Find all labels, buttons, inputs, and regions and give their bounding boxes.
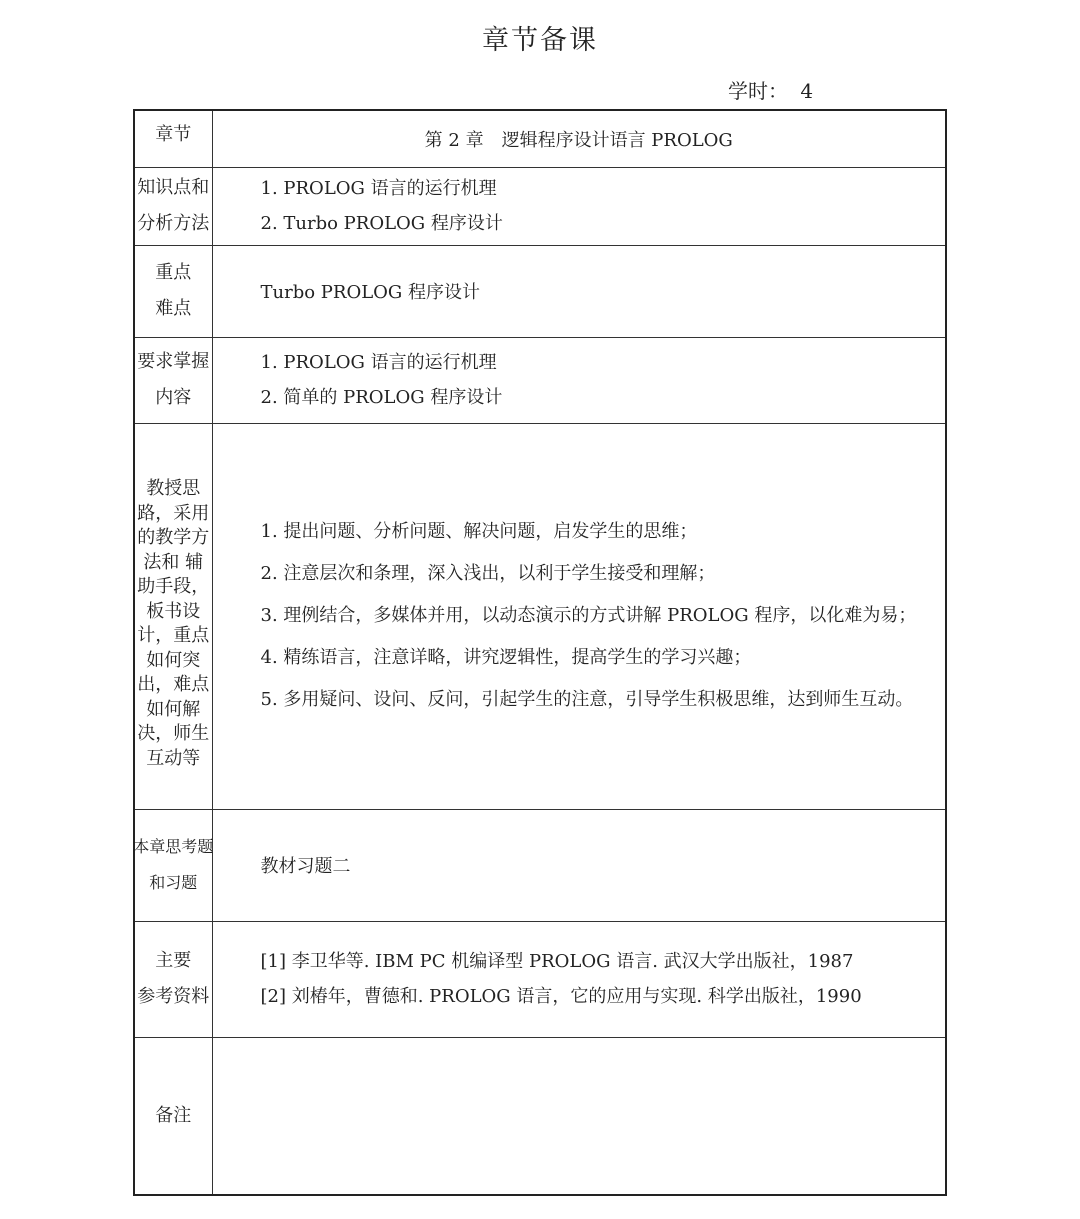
label-line: 决，师生 bbox=[137, 723, 210, 744]
reference-item: [1] 李卫华等. IBM PC 机编译型 PROLOG 语言. 武汉大学出版社，1987 bbox=[260, 951, 854, 972]
requirements-content bbox=[212, 337, 946, 423]
label-exercises bbox=[134, 809, 212, 921]
knowledge-item: 1. PROLOG 语言的运行机理 bbox=[260, 178, 497, 199]
row-key-points bbox=[134, 245, 946, 337]
label-line: 参考资料 bbox=[137, 986, 210, 1007]
row-chapter bbox=[134, 110, 946, 167]
requirement-item: 2. 简单的 PROLOG 程序设计 bbox=[260, 387, 503, 408]
label-line: 主要 bbox=[155, 950, 192, 971]
teaching-item: 4. 精练语言，注意详略，讲究逻辑性，提高学生的学习兴趣； bbox=[260, 647, 752, 668]
hours-value: 4 bbox=[800, 79, 814, 103]
label-line: 出，难点 bbox=[137, 674, 210, 695]
teaching-item: 1. 提出问题、分析问题、解决问题，启发学生的思维； bbox=[260, 521, 698, 542]
label-line: 要求掌握 bbox=[137, 351, 210, 372]
label-references bbox=[134, 921, 212, 1037]
row-requirements bbox=[134, 337, 946, 423]
label-line: 知识点和 bbox=[137, 177, 210, 198]
label-line: 备注 bbox=[155, 1104, 192, 1126]
notes-content bbox=[212, 1037, 946, 1195]
exercises-content bbox=[212, 809, 946, 921]
label-line: 内容 bbox=[155, 387, 192, 408]
chapter-title: 第 2 章 逻辑程序设计语言 PROLOG bbox=[212, 110, 946, 167]
label-teaching bbox=[134, 423, 212, 809]
label-line: 教授思 bbox=[146, 478, 201, 499]
knowledge-content bbox=[212, 167, 946, 245]
label-notes bbox=[134, 1037, 212, 1195]
class-hours bbox=[728, 75, 813, 104]
page-title: 章节备课 bbox=[482, 25, 598, 56]
label-key-points bbox=[134, 245, 212, 337]
label-line: 章节 bbox=[155, 124, 192, 145]
label-line: 分析方法 bbox=[137, 213, 210, 234]
teaching-item: 3. 理例结合，多媒体并用，以动态演示的方式讲解 PROLOG 程序，以化难为易； bbox=[260, 605, 917, 626]
row-exercises bbox=[134, 809, 946, 921]
label-line: 的教学方 bbox=[137, 527, 210, 548]
label-line: 法和 辅 bbox=[143, 551, 204, 573]
row-notes bbox=[134, 1037, 946, 1195]
key-point-item: Turbo PROLOG 程序设计 bbox=[260, 282, 481, 303]
hours-label: 学时： bbox=[728, 79, 788, 103]
requirement-item: 1. PROLOG 语言的运行机理 bbox=[260, 352, 497, 373]
label-line: 如何解 bbox=[146, 698, 201, 720]
row-teaching bbox=[134, 423, 946, 809]
label-requirements bbox=[134, 337, 212, 423]
label-chapter bbox=[134, 110, 212, 167]
knowledge-item: 2. Turbo PROLOG 程序设计 bbox=[260, 213, 503, 234]
row-references bbox=[134, 921, 946, 1037]
label-line: 板书设 bbox=[146, 600, 201, 622]
label-line: 如何突 bbox=[146, 649, 201, 671]
label-line: 重点 bbox=[155, 262, 192, 283]
teaching-content bbox=[212, 423, 946, 809]
label-line: 难点 bbox=[155, 298, 192, 319]
teaching-item: 2. 注意层次和条理，深入浅出，以利于学生接受和理解； bbox=[260, 563, 716, 584]
label-line: 路，采用 bbox=[137, 502, 210, 524]
label-line: 互动等 bbox=[146, 747, 201, 769]
label-line: 和习题 bbox=[149, 873, 198, 892]
reference-item: [2] 刘椿年，曹德和. PROLOG 语言，它的应用与实现. 科学出版社，1990 bbox=[260, 986, 862, 1007]
key-points-content bbox=[212, 245, 946, 337]
label-line: 本章思考题 bbox=[133, 837, 214, 856]
label-line: 助手段， bbox=[137, 576, 210, 597]
exercise-item: 教材习题二 bbox=[260, 856, 351, 877]
references-content bbox=[212, 921, 946, 1037]
row-knowledge bbox=[134, 167, 946, 245]
lesson-plan-table bbox=[133, 109, 947, 1196]
label-line: 计，重点 bbox=[137, 625, 210, 646]
teaching-item: 5. 多用疑问、设问、反问，引起学生的注意，引导学生积极思维，达到师生互动。 bbox=[260, 689, 914, 710]
label-knowledge bbox=[134, 167, 212, 245]
